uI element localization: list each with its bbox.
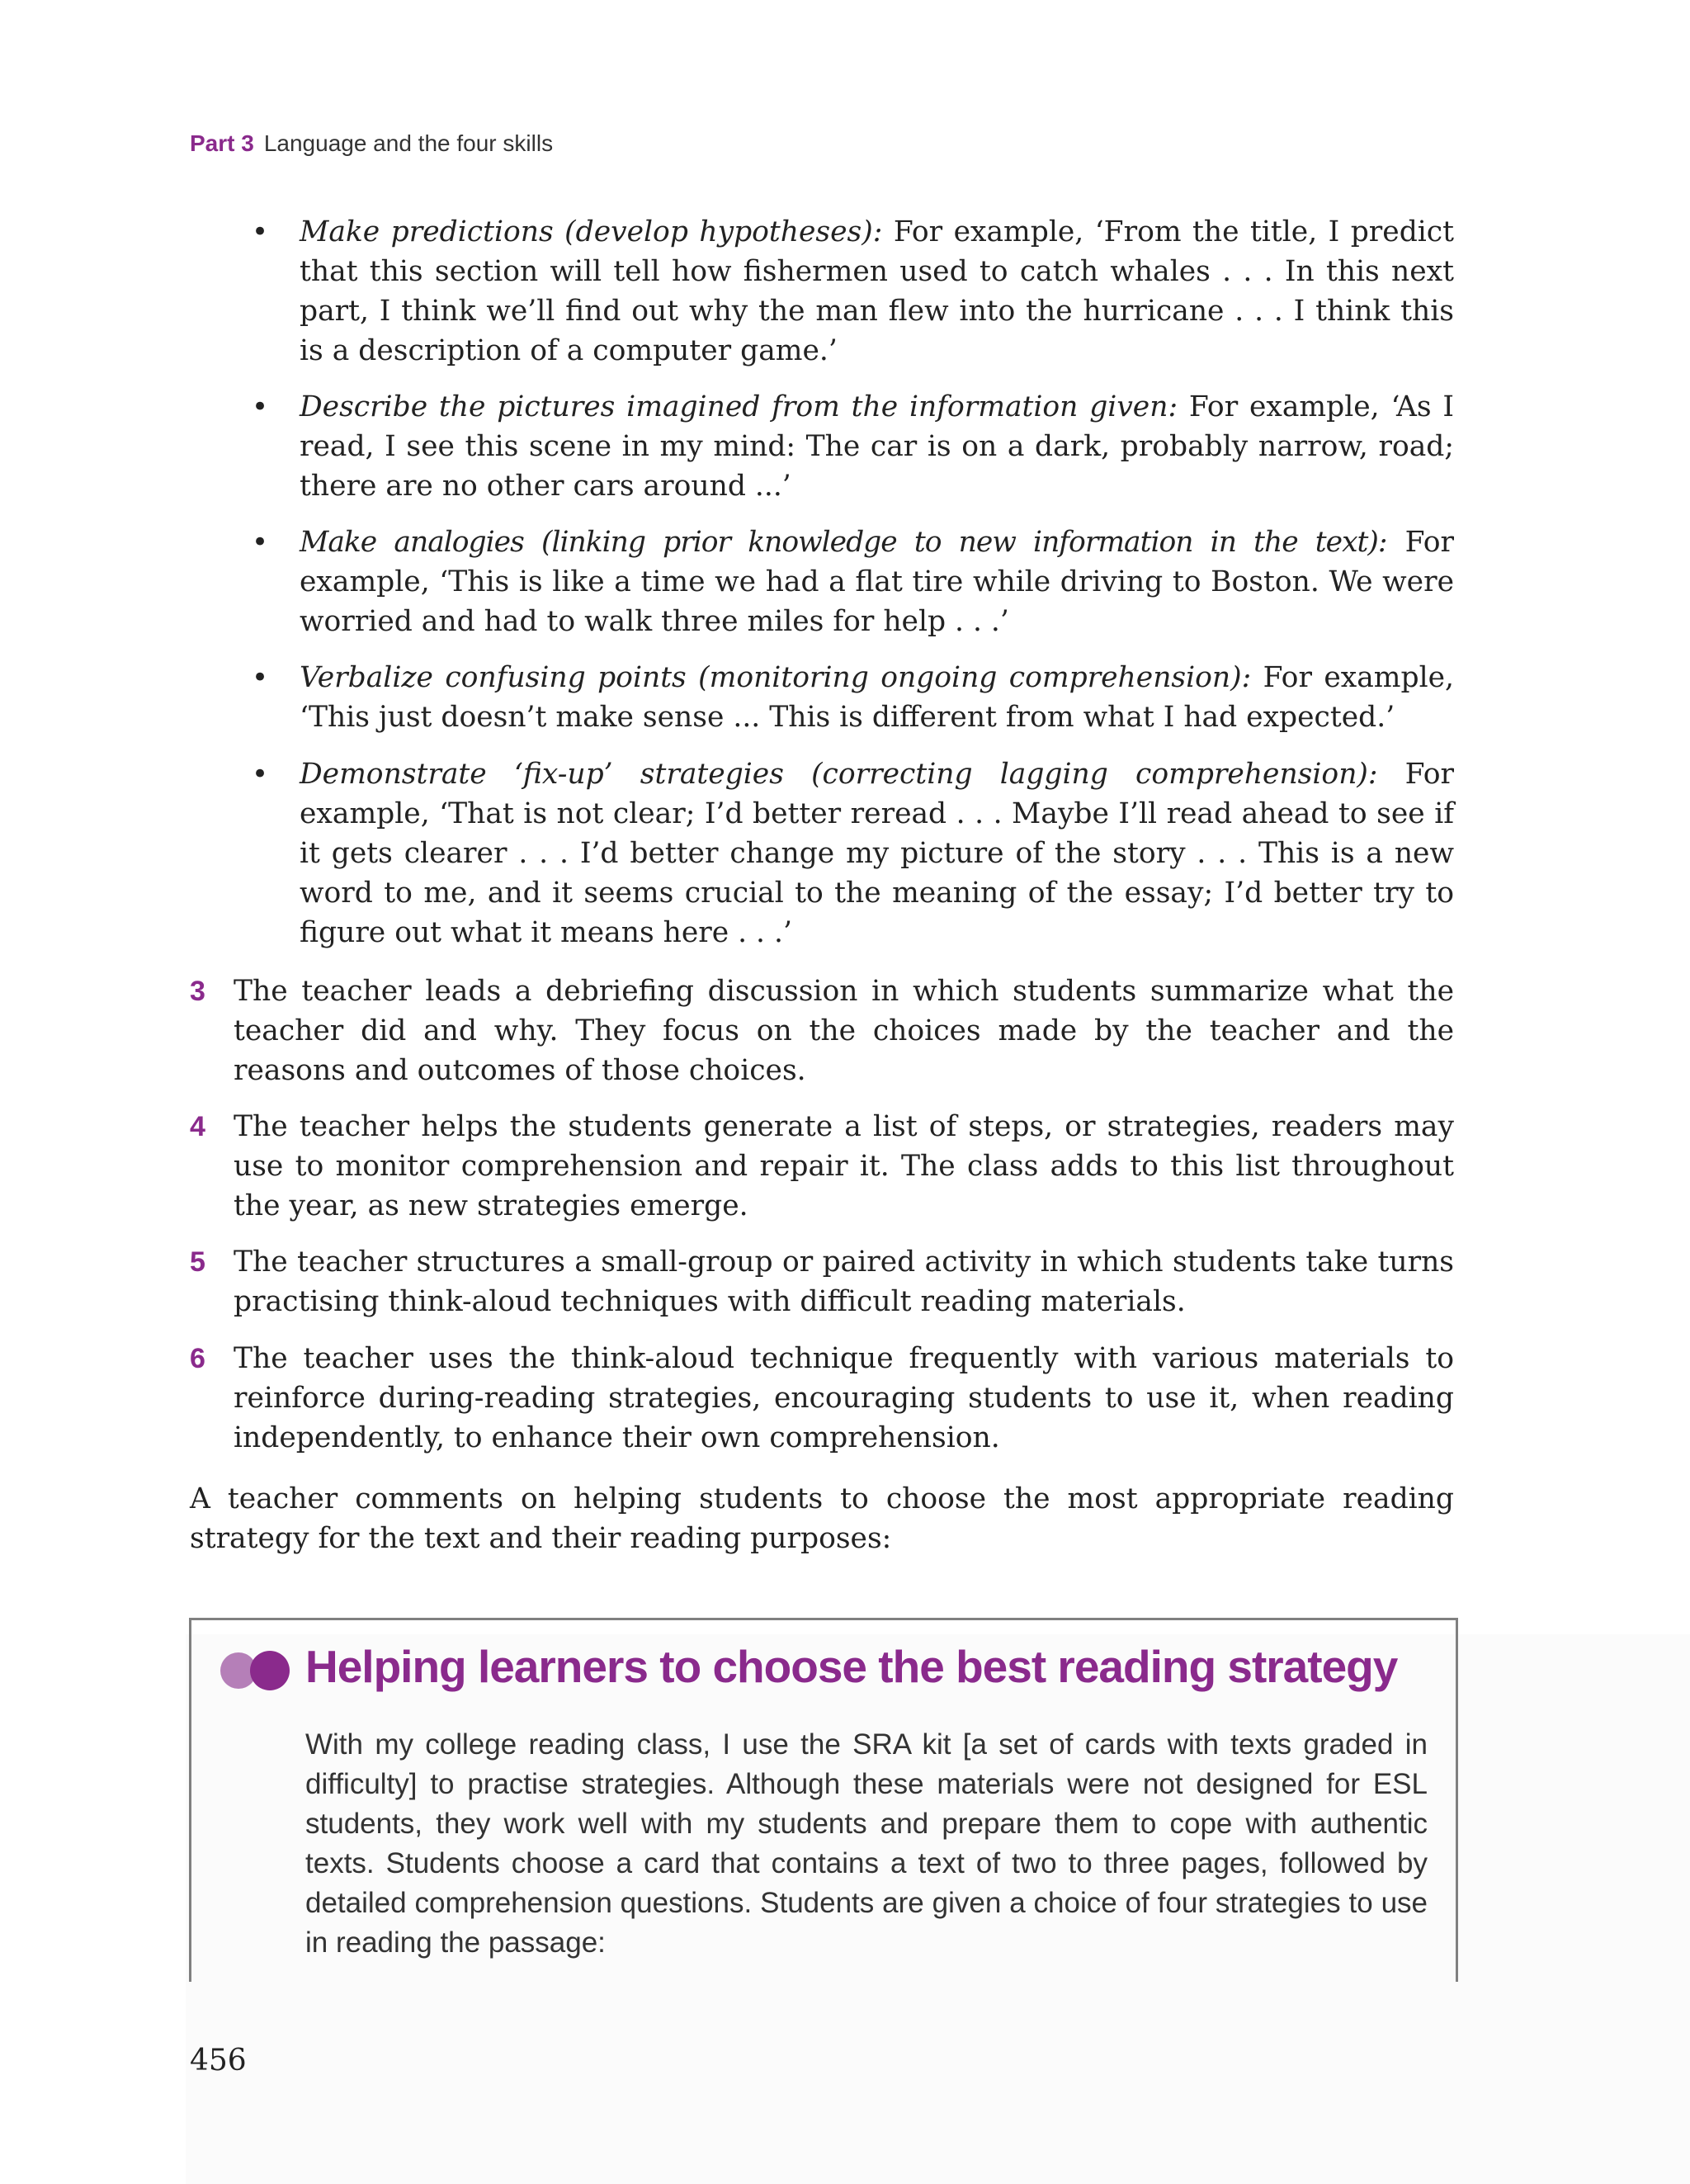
bullet-lead: Describe the pictures imagined from the information given: xyxy=(300,390,1178,423)
bullet-item xyxy=(252,212,1454,371)
bullet-lead: Make predictions (develop hypotheses): xyxy=(300,215,883,248)
bullet-text: For example, ‘That is not clear; I’d better reread . . . Maybe I’ll read ahead to see if it gets clearer . . . I’d better change my picture of the story . . . This is a new word to me, and it seems crucial to the meaning of the essay; I’d better try to figure out what it means here . . .’ xyxy=(300,758,1454,949)
bullet-dot: • xyxy=(252,215,269,248)
bullet-text: For example, ‘From the title, I predict that this section will tell how fishermen used to catch whales . . . In this next part, I think we’ll find out why the man flew into the hurricane . . . I think this is a description of a computer game.’ xyxy=(300,215,1454,367)
running-head-part: Part 3 xyxy=(190,130,254,156)
item-text: The teacher uses the think-aloud technique frequently with various materials to reinforce during-reading strategies, encouraging students to use it, when reading independently, to enhance their own comprehension. xyxy=(234,1342,1454,1454)
feature-box xyxy=(189,1618,1458,1982)
item-text: The teacher leads a debriefing discussion in which students summarize what the teacher did and why. They focus on the choices made by the teacher and the reasons and outcomes of those choices. xyxy=(234,975,1454,1087)
bullet-lead: Make analogies (linking prior knowledge to new information in the text): xyxy=(300,526,1387,559)
bullet-item xyxy=(252,658,1454,737)
intro-paragraph: A teacher comments on helping students to choose the most appropriate reading strategy for the text and their reading purposes: xyxy=(190,1482,1454,1555)
bullet-item xyxy=(252,754,1454,953)
item-text: The teacher structures a small-group or paired activity in which students take turns practising think-aloud techniques with difficult reading materials. xyxy=(234,1246,1454,1318)
item-number: 6 xyxy=(190,1343,205,1374)
bullet-text: For example, ‘As I read, I see this scene in my mind: The car is on a dark, probably narrow, road; there are no other cars around ...’ xyxy=(300,390,1455,503)
bullet-item xyxy=(252,387,1455,506)
box-title: Helping learners to choose the best reading strategy xyxy=(305,1641,1398,1692)
double-circle-icon xyxy=(220,1647,295,1694)
bullet-text: For example, ‘This is like a time we had a flat tire while driving to Boston. We were worried and had to walk three miles for help . . .’ xyxy=(300,526,1454,638)
numbered-item xyxy=(190,1242,1454,1321)
item-number: 4 xyxy=(190,1111,205,1142)
bullet-dot: • xyxy=(252,758,269,791)
numbered-item xyxy=(190,971,1454,1090)
running-head-title: Language and the four skills xyxy=(263,130,554,156)
running-head xyxy=(190,130,553,157)
bullet-lead: Verbalize confusing points (monitoring ongoing comprehension): xyxy=(300,661,1252,694)
item-number: 5 xyxy=(190,1246,205,1278)
page-number: 456 xyxy=(190,2044,247,2078)
bullet-dot: • xyxy=(252,661,269,694)
box-body: With my college reading class, I use the SRA kit [a set of cards with texts graded in difficulty] to practise strategies. Although these materials were not designed for ESL students, they work well with my students and prepare them to cope with authentic texts. Students choose a card that contains a text of two to three pages, followed by detailed comprehension questions. Students are given a choice of four strategies to use in reading the passage: xyxy=(305,1728,1428,1959)
item-number: 3 xyxy=(190,976,205,1007)
numbered-item xyxy=(190,1339,1454,1458)
numbered-item xyxy=(190,1107,1454,1226)
bullet-item xyxy=(252,522,1454,641)
bullet-text: For example, ‘This just doesn’t make sense ... This is different from what I had expected.’ xyxy=(300,661,1454,734)
bullet-dot: • xyxy=(252,526,269,559)
item-text: The teacher helps the students generate a list of steps, or strategies, readers may use to monitor comprehension and repair it. The class adds to this list throughout the year, as new strategies emerge. xyxy=(234,1110,1454,1222)
bullet-lead: Demonstrate ‘fix-up’ strategies (correcting lagging comprehension): xyxy=(300,758,1378,791)
bullet-dot: • xyxy=(252,390,269,423)
